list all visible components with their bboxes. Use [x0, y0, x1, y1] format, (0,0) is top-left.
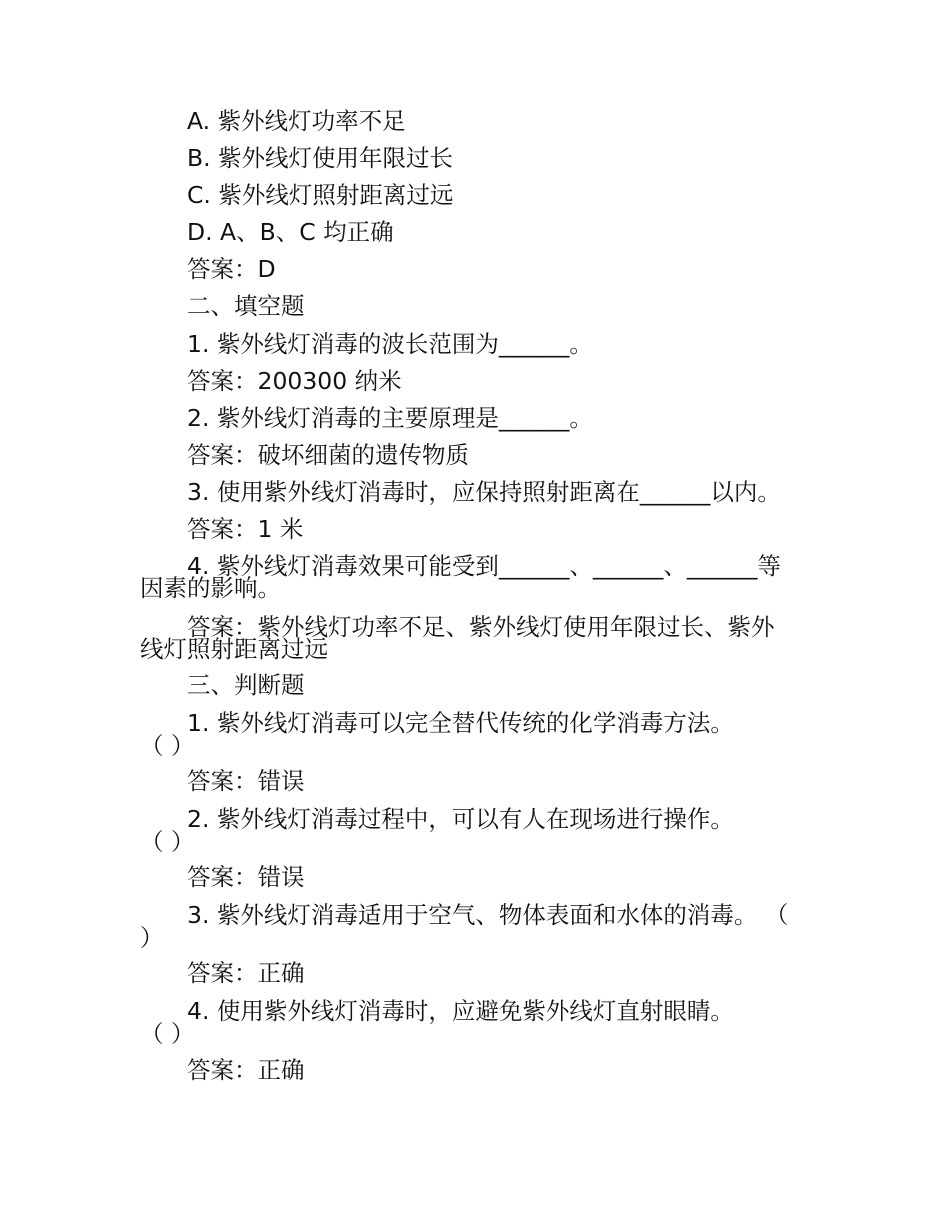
tf-question-4-line2: （ ） — [140, 1020, 195, 1048]
tf-question-4-line1: 4. 使用紫外线灯消毒时，应避免紫外线灯直射眼睛。 — [187, 997, 734, 1025]
fill-answer-4-line2: 线灯照射距离过远 — [140, 635, 328, 663]
fill-answer-3: 答案：1 米 — [187, 515, 304, 543]
tf-question-3-line1: 3. 紫外线灯消毒适用于空气、物体表面和水体的消毒。 （ — [187, 901, 789, 929]
fill-question-4-line2: 因素的影响。 — [140, 574, 281, 602]
option-c: C. 紫外线灯照射距离过远 — [187, 181, 454, 209]
true-false-heading: 三、判断题 — [187, 671, 305, 699]
tf-question-1 — [140, 708, 817, 761]
fill-question-1: 1. 紫外线灯消毒的波长范围为______。 — [187, 330, 593, 358]
option-a: A. 紫外线灯功率不足 — [187, 107, 406, 135]
tf-question-2-line2: （ ） — [140, 828, 195, 856]
fill-answer-4-line1: 答案：紫外线灯功率不足、紫外线灯使用年限过长、紫外 — [187, 613, 775, 641]
fill-question-4-line1: 4. 紫外线灯消毒效果可能受到______、______、______等 — [187, 552, 781, 580]
tf-question-4 — [140, 996, 817, 1049]
tf-question-2 — [140, 804, 817, 857]
fill-question-3: 3. 使用紫外线灯消毒时，应保持照射距离在______以内。 — [187, 478, 781, 506]
fill-question-2: 2. 紫外线灯消毒的主要原理是______。 — [187, 404, 593, 432]
tf-answer-4: 答案：正确 — [187, 1056, 305, 1084]
tf-question-2-line1: 2. 紫外线灯消毒过程中，可以有人在现场进行操作。 — [187, 805, 734, 833]
tf-question-3 — [140, 900, 817, 953]
tf-answer-2: 答案：错误 — [187, 863, 305, 891]
tf-question-1-line1: 1. 紫外线灯消毒可以完全替代传统的化学消毒方法。 — [187, 709, 734, 737]
option-b: B. 紫外线灯使用年限过长 — [187, 144, 454, 172]
tf-answer-3: 答案：正确 — [187, 959, 305, 987]
fill-question-4 — [140, 551, 817, 603]
fill-answer-2: 答案：破坏细菌的遗传物质 — [187, 441, 469, 469]
fill-blank-heading: 二、填空题 — [187, 292, 305, 320]
tf-question-1-line2: （ ） — [140, 732, 195, 760]
fill-answer-4 — [140, 612, 817, 664]
tf-answer-1: 答案：错误 — [187, 767, 305, 795]
option-d: D. A、B、C 均正确 — [187, 218, 394, 246]
choice-answer: 答案：D — [187, 255, 276, 283]
tf-question-3-line2: ） — [140, 924, 164, 952]
fill-answer-1: 答案：200300 纳米 — [187, 367, 402, 395]
